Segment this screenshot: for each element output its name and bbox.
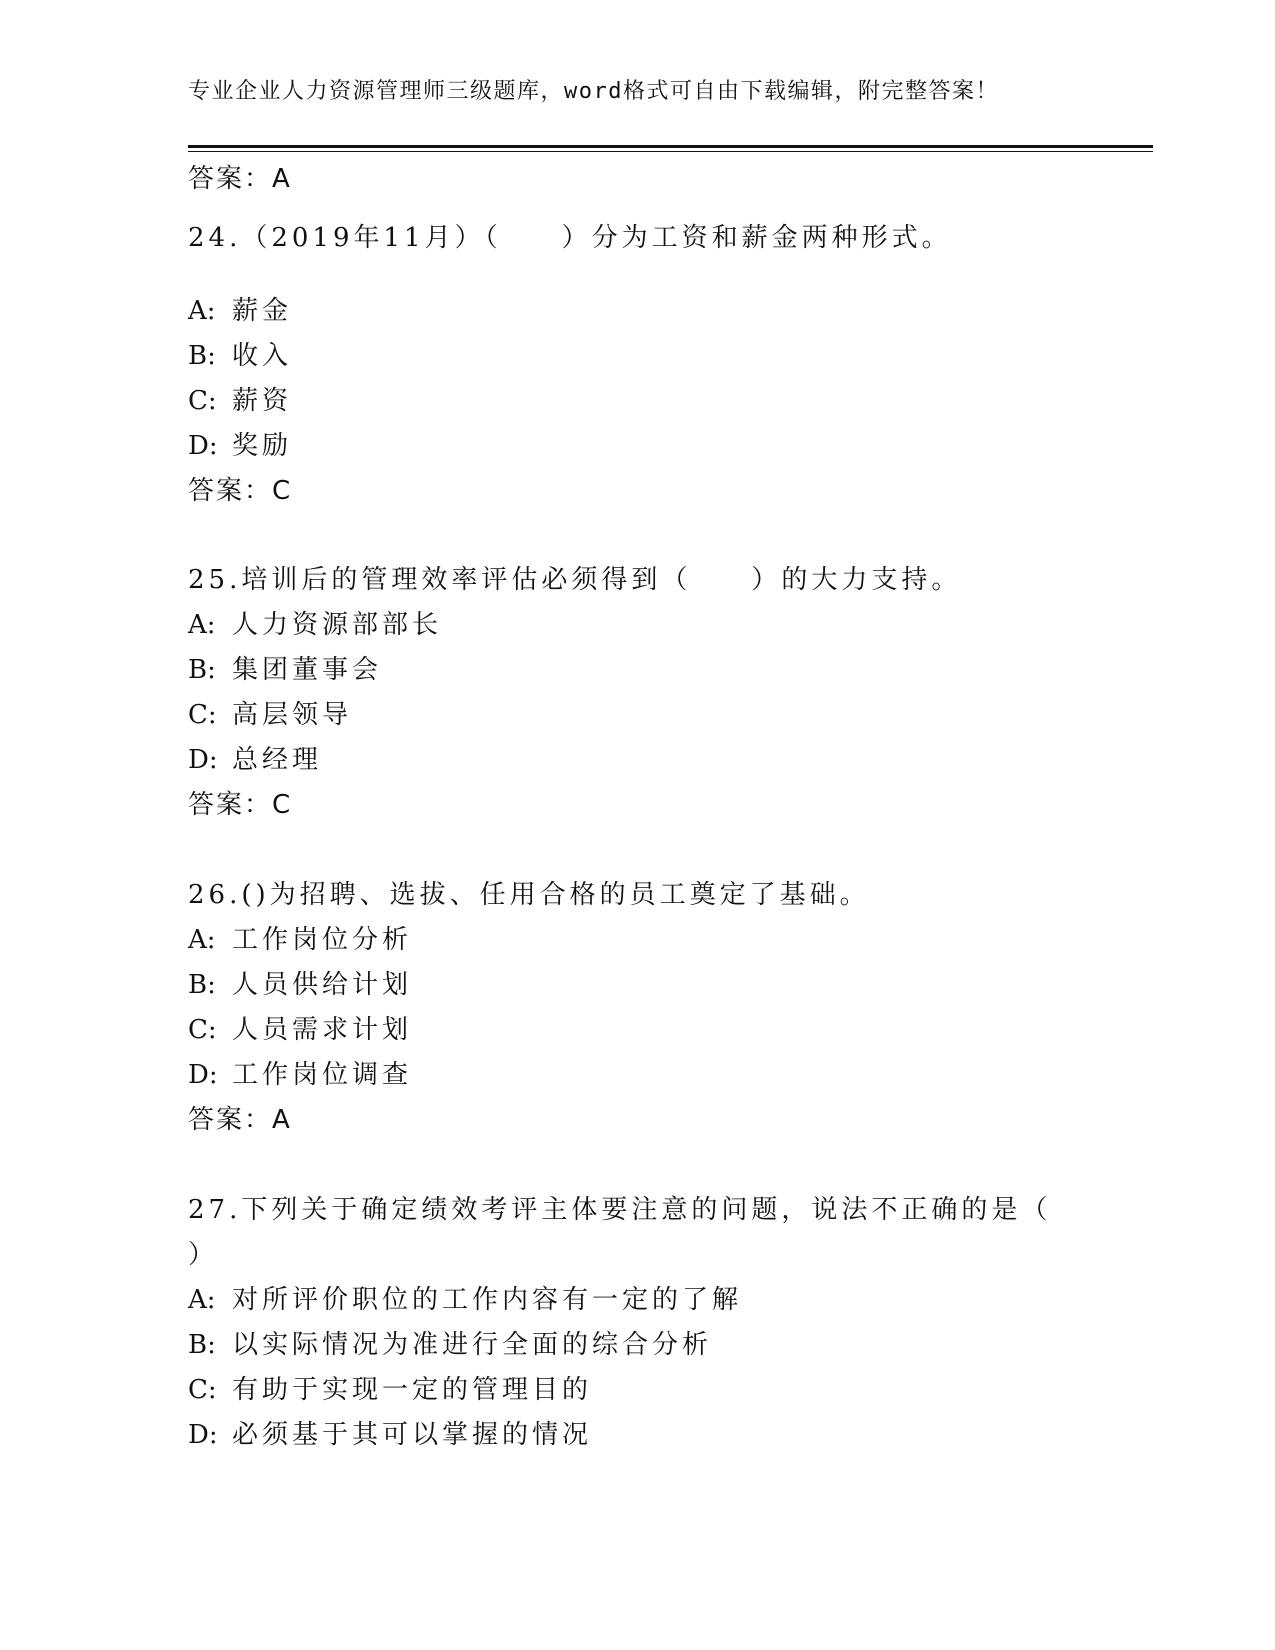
option-letter: A: xyxy=(188,925,216,955)
question-26-option-c xyxy=(188,1015,412,1045)
question-25-option-c xyxy=(188,700,352,730)
option-text: 高层领导 xyxy=(232,700,353,730)
option-letter: D: xyxy=(188,745,218,775)
option-text: 必须基于其可以掌握的情况 xyxy=(232,1420,593,1450)
option-letter: A: xyxy=(188,296,216,326)
question-26-option-d xyxy=(188,1060,412,1090)
option-letter: D: xyxy=(188,431,218,461)
question-27-stem-line1: 27.下列关于确定绩效考评主体要注意的问题，说法不正确的是（ xyxy=(188,1195,1052,1225)
option-letter: A: xyxy=(188,610,216,640)
question-27-option-b xyxy=(188,1330,712,1360)
option-letter: C: xyxy=(188,1375,217,1405)
option-letter: A: xyxy=(188,1285,216,1315)
question-24-option-c xyxy=(188,386,292,416)
option-letter: C: xyxy=(188,386,217,416)
question-26-option-a xyxy=(188,925,412,955)
question-26-option-b xyxy=(188,970,412,1000)
header-rule-thin xyxy=(188,151,1153,152)
option-text: 收入 xyxy=(232,341,293,371)
question-24-option-b xyxy=(188,341,292,371)
option-text: 薪资 xyxy=(232,386,293,416)
option-text: 对所评价职位的工作内容有一定的了解 xyxy=(232,1285,743,1315)
option-text: 人员需求计划 xyxy=(232,1015,413,1045)
option-letter: C: xyxy=(188,700,217,730)
option-text: 工作岗位调查 xyxy=(232,1060,413,1090)
question-24-stem: 24.（2019年11月）（ ）分为工资和薪金两种形式。 xyxy=(188,223,952,253)
question-27-option-c xyxy=(188,1375,592,1405)
option-text: 总经理 xyxy=(232,745,323,775)
header-rule-thick xyxy=(188,145,1153,148)
question-24-option-d xyxy=(188,431,292,461)
option-text: 集团董事会 xyxy=(232,655,383,685)
option-letter: B: xyxy=(188,341,216,371)
option-text: 有助于实现一定的管理目的 xyxy=(232,1375,593,1405)
page-header: 专业企业人力资源管理师三级题库，word格式可自由下载编辑，附完整答案！ xyxy=(188,79,999,104)
question-26-stem: 26.()为招聘、选拔、任用合格的员工奠定了基础。 xyxy=(188,880,870,910)
question-26-answer: 答案：A xyxy=(188,1105,292,1135)
option-text: 人力资源部部长 xyxy=(232,610,443,640)
question-24-answer: 答案：C xyxy=(188,476,293,506)
question-25-option-b xyxy=(188,655,382,685)
question-25-stem: 25.培训后的管理效率评估必须得到（ ）的大力支持。 xyxy=(188,565,962,595)
option-text: 工作岗位分析 xyxy=(232,925,413,955)
option-letter: B: xyxy=(188,655,216,685)
option-text: 以实际情况为准进行全面的综合分析 xyxy=(232,1330,713,1360)
option-text: 薪金 xyxy=(232,296,293,326)
question-25-answer: 答案：C xyxy=(188,790,293,820)
question-27-stem-line2: ） xyxy=(188,1240,219,1270)
question-27-option-a xyxy=(188,1285,742,1315)
answer-23: 答案：A xyxy=(188,164,292,194)
option-letter: D: xyxy=(188,1060,218,1090)
question-25-option-a xyxy=(188,610,442,640)
question-25-option-d xyxy=(188,745,322,775)
option-letter: B: xyxy=(188,1330,216,1360)
question-24-option-a xyxy=(188,296,292,326)
option-letter: B: xyxy=(188,970,216,1000)
question-27-option-d xyxy=(188,1420,592,1450)
option-letter: C: xyxy=(188,1015,217,1045)
option-text: 人员供给计划 xyxy=(232,970,413,1000)
option-letter: D: xyxy=(188,1420,218,1450)
option-text: 奖励 xyxy=(232,431,293,461)
